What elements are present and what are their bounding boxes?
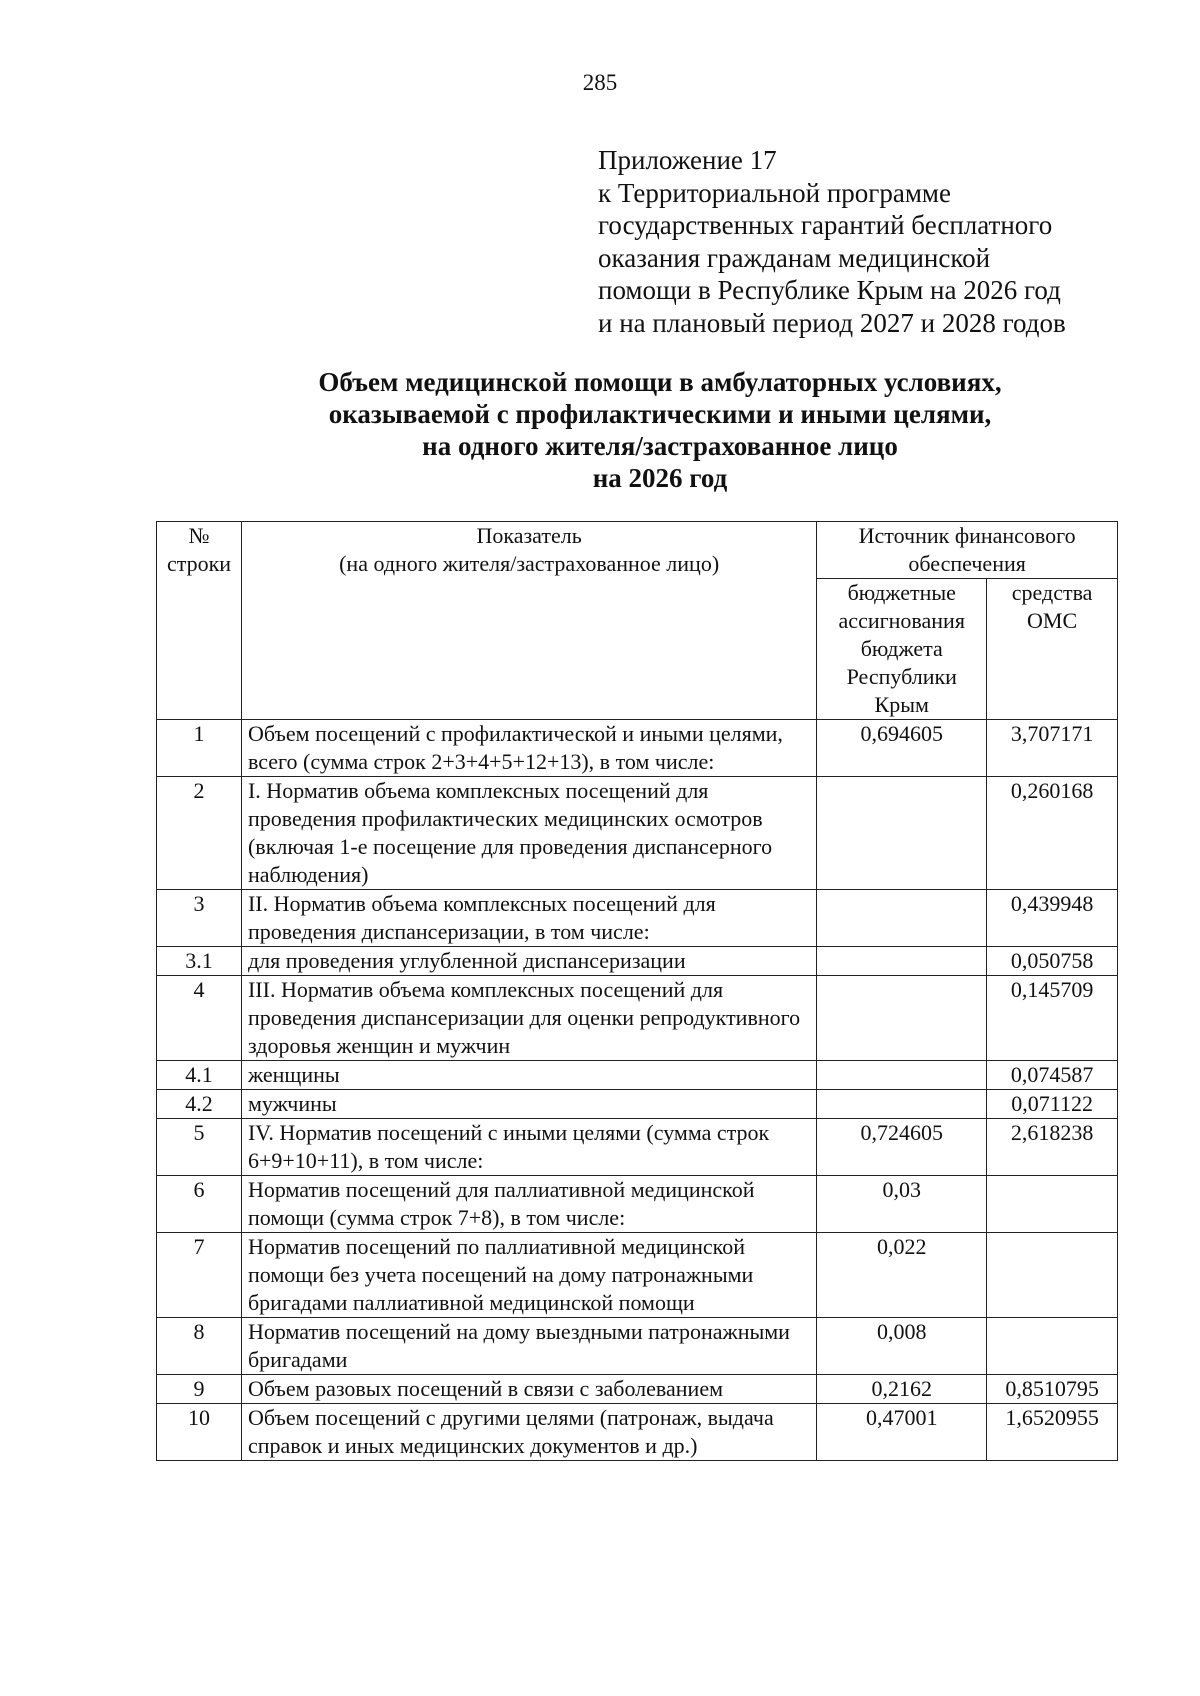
appendix-line: помощи в Республике Крым на 2026 год <box>598 275 1061 306</box>
oms-value-cell: 3,707171 <box>987 720 1118 777</box>
title-line: оказываемой с профилактическими и иными целями, <box>328 399 992 429</box>
oms-value-cell: 0,074587 <box>987 1061 1118 1090</box>
budget-value-cell: 0,022 <box>817 1233 987 1318</box>
table-row <box>157 1090 1118 1119</box>
indicator-cell: IV. Норматив посещений с иными целями (сумма строк 6+9+10+11), в том числе: <box>241 1119 816 1176</box>
row-number-cell: 6 <box>157 1176 242 1233</box>
budget-value-cell <box>817 777 987 890</box>
oms-value-cell <box>987 1233 1118 1318</box>
indicator-cell: Норматив посещений по паллиативной медицинской помощи без учета посещений на дому патронажными бригадами паллиативной медицинской помощи <box>241 1233 816 1318</box>
row-number-cell: 8 <box>157 1318 242 1375</box>
header-budget: бюджетные ассигнования бюджета Республики Крым <box>817 579 987 720</box>
budget-value-cell <box>817 947 987 976</box>
budget-value-cell <box>817 1061 987 1090</box>
appendix-line: к Территориальной программе <box>598 177 951 208</box>
table-row <box>157 1233 1118 1318</box>
budget-value-cell: 0,03 <box>817 1176 987 1233</box>
budget-value-cell: 0,2162 <box>817 1375 987 1404</box>
oms-value-cell: 0,8510795 <box>987 1375 1118 1404</box>
table-row <box>157 1375 1118 1404</box>
row-number-cell: 3 <box>157 890 242 947</box>
table-row <box>157 947 1118 976</box>
oms-value-cell: 0,050758 <box>987 947 1118 976</box>
budget-value-cell <box>817 1090 987 1119</box>
table-row <box>157 1119 1118 1176</box>
table-row <box>157 1176 1118 1233</box>
indicator-cell: Норматив посещений для паллиативной медицинской помощи (сумма строк 7+8), в том числе: <box>241 1176 816 1233</box>
oms-value-cell: 2,618238 <box>987 1119 1118 1176</box>
oms-value-cell: 1,6520955 <box>987 1404 1118 1461</box>
table-row <box>157 1404 1118 1461</box>
indicator-cell: III. Норматив объема комплексных посещений для проведения диспансеризации для оценки репродуктивного здоровья женщин и мужчин <box>241 976 816 1061</box>
table-row <box>157 720 1118 777</box>
row-number-cell: 5 <box>157 1119 242 1176</box>
indicator-cell: I. Норматив объема комплексных посещений для проведения профилактических медицинских осмотров (включая 1-е посещение для проведения диспансерного наблюдения) <box>241 777 816 890</box>
title-line: Объем медицинской помощи в амбулаторных условиях, <box>318 367 1002 397</box>
appendix-note <box>598 144 1066 340</box>
header-indicator <box>241 522 816 720</box>
indicator-cell: II. Норматив объема комплексных посещений для проведения диспансеризации, в том числе: <box>241 890 816 947</box>
header-oms: средства ОМС <box>987 579 1118 720</box>
page-number: 285 <box>582 70 618 95</box>
volume-table <box>156 521 1118 1461</box>
table-row <box>157 890 1118 947</box>
oms-value-cell: 0,071122 <box>987 1090 1118 1119</box>
budget-value-cell: 0,008 <box>817 1318 987 1375</box>
oms-value-cell <box>987 1318 1118 1375</box>
header-row-number <box>157 522 242 720</box>
appendix-line: государственных гарантий бесплатного <box>598 210 1053 241</box>
budget-value-cell: 0,47001 <box>817 1404 987 1461</box>
header-row-number-line: строки <box>166 551 232 576</box>
indicator-cell: для проведения углубленной диспансеризации <box>241 947 816 976</box>
row-number-cell: 4.1 <box>157 1061 242 1090</box>
row-number-cell: 10 <box>157 1404 242 1461</box>
oms-value-cell: 0,145709 <box>987 976 1118 1061</box>
table-row <box>157 777 1118 890</box>
header-funding-source: Источник финансового обеспечения <box>817 522 1118 579</box>
indicator-cell: Объем разовых посещений в связи с заболеванием <box>241 1375 816 1404</box>
indicator-cell: Объем посещений с другими целями (патронаж, выдача справок и иных медицинских документов и др.) <box>241 1404 816 1461</box>
title-line: на одного жителя/застрахованное лицо <box>422 431 898 461</box>
title-line: на 2026 год <box>592 463 728 493</box>
indicator-cell: Объем посещений с профилактической и иными целями, всего (сумма строк 2+3+4+5+12+13), в том числе: <box>241 720 816 777</box>
row-number-cell: 3.1 <box>157 947 242 976</box>
table-row <box>157 1061 1118 1090</box>
budget-value-cell: 0,724605 <box>817 1119 987 1176</box>
header-indicator-line: (на одного жителя/застрахованное лицо) <box>339 551 720 576</box>
row-number-cell: 4 <box>157 976 242 1061</box>
oms-value-cell: 0,260168 <box>987 777 1118 890</box>
indicator-cell: Норматив посещений на дому выездными патронажными бригадами <box>241 1318 816 1375</box>
header-row-number-line: № <box>188 523 210 548</box>
row-number-cell: 4.2 <box>157 1090 242 1119</box>
oms-value-cell: 0,439948 <box>987 890 1118 947</box>
table-row <box>157 976 1118 1061</box>
appendix-line: и на плановый период 2027 и 2028 годов <box>598 307 1066 338</box>
header-row <box>157 522 1118 579</box>
oms-value-cell <box>987 1176 1118 1233</box>
table-body <box>157 720 1118 1461</box>
row-number-cell: 2 <box>157 777 242 890</box>
indicator-cell: женщины <box>241 1061 816 1090</box>
budget-value-cell <box>817 976 987 1061</box>
appendix-line: Приложение 17 <box>598 145 777 175</box>
budget-value-cell: 0,694605 <box>817 720 987 777</box>
budget-value-cell <box>817 890 987 947</box>
header-indicator-line: Показатель <box>476 523 582 548</box>
row-number-cell: 9 <box>157 1375 242 1404</box>
table-row <box>157 1318 1118 1375</box>
appendix-line: оказания гражданам медицинской <box>598 242 991 273</box>
document-title <box>0 366 1200 494</box>
row-number-cell: 1 <box>157 720 242 777</box>
row-number-cell: 7 <box>157 1233 242 1318</box>
indicator-cell: мужчины <box>241 1090 816 1119</box>
